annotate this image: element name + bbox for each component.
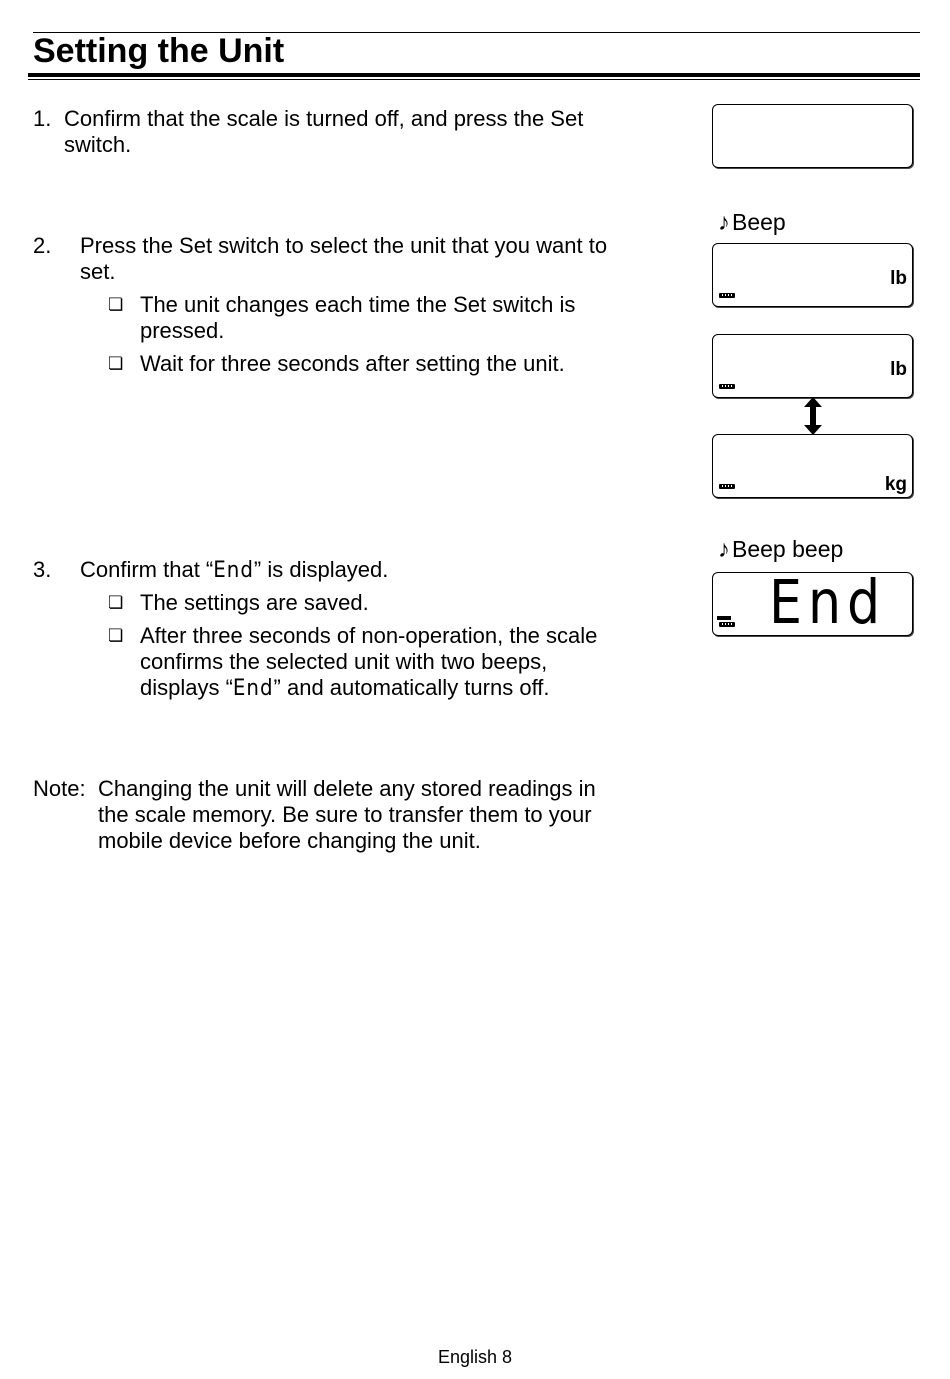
scale-display-lb xyxy=(712,243,913,307)
step-3-lcd-word: End xyxy=(213,558,254,583)
step-3-bullet-2-line-2: confirms the selected unit with two beeps, xyxy=(140,649,548,674)
eighth-note-icon: ♪ xyxy=(718,209,730,236)
step-3-bullet-2-suffix: ” and automatically turns off. xyxy=(273,675,550,700)
note-line-1: Changing the unit will delete any stored readings in xyxy=(98,776,596,801)
end-display-text: End xyxy=(769,566,887,638)
note-line-3: mobile device before changing the unit. xyxy=(98,828,481,853)
step-3-bullet-2-line-1: After three seconds of non-operation, the scale xyxy=(140,623,598,648)
scale-display-kg xyxy=(712,434,913,498)
step-3-bullet-2-prefix: displays “ xyxy=(140,675,233,700)
step-3-prefix: Confirm that “ xyxy=(80,557,214,582)
unit-label: lb xyxy=(890,359,907,380)
eighth-note-icon: ♪ xyxy=(718,536,730,563)
up-down-arrow-icon xyxy=(803,397,823,435)
scale-display-end xyxy=(712,566,913,638)
unit-label: kg xyxy=(884,474,907,495)
step-3-text xyxy=(80,557,680,584)
step-1-number: 1. xyxy=(33,106,52,131)
step-3-number: 3. xyxy=(33,557,52,582)
step-3-bullet-2-lcd-word: End xyxy=(232,676,274,701)
title-rule-thin xyxy=(28,79,920,80)
checkbox-bullet-icon: ❏ xyxy=(108,626,124,645)
step-1-text xyxy=(64,106,684,158)
minus-segment xyxy=(717,616,731,620)
step-2-bullet-2: Wait for three seconds after setting the unit. xyxy=(140,351,565,376)
step-1-line-1: Confirm that the scale is turned off, and press the Set xyxy=(64,106,584,131)
checkbox-bullet-icon: ❏ xyxy=(108,593,124,612)
step-2-bullet-1-line-1: The unit changes each time the Set switch is xyxy=(140,292,576,317)
scale-display-lb xyxy=(712,334,913,398)
beep-beep-text: Beep beep xyxy=(732,536,844,562)
battery-icon xyxy=(719,293,735,298)
battery-icon xyxy=(719,622,735,627)
beep-label xyxy=(718,208,786,237)
step-2-number: 2. xyxy=(33,233,52,258)
step-2-bullet-1-line-2: pressed. xyxy=(140,318,225,343)
battery-icon xyxy=(719,484,735,489)
beep-text: Beep xyxy=(732,209,786,235)
checkbox-bullet-icon: ❏ xyxy=(108,354,124,373)
step-1-line-2: switch. xyxy=(64,132,132,157)
note-text xyxy=(98,776,688,854)
step-3-bullet-2-line-3 xyxy=(140,675,680,702)
page-title: Setting the Unit xyxy=(33,32,285,70)
checkbox-bullet-icon: ❏ xyxy=(108,295,124,314)
step-2-bullet-1 xyxy=(140,292,680,344)
beep-beep-label xyxy=(718,535,843,564)
step-3-bullet-2 xyxy=(140,623,680,702)
scale-display-off xyxy=(712,104,913,168)
note-line-2: the scale memory. Be sure to transfer them to your xyxy=(98,802,592,827)
step-3-suffix: ” is displayed. xyxy=(253,557,389,582)
unit-label: lb xyxy=(890,268,907,289)
title-rule-thick xyxy=(28,73,920,77)
battery-icon xyxy=(719,384,735,389)
note-label: Note: xyxy=(33,776,86,801)
step-2-text xyxy=(80,233,680,285)
page-footer: English 8 xyxy=(437,1347,513,1367)
step-2-line-2: set. xyxy=(80,259,116,284)
step-3-bullet-1: The settings are saved. xyxy=(140,590,369,615)
step-2-line-1: Press the Set switch to select the unit that you want to xyxy=(80,233,608,258)
